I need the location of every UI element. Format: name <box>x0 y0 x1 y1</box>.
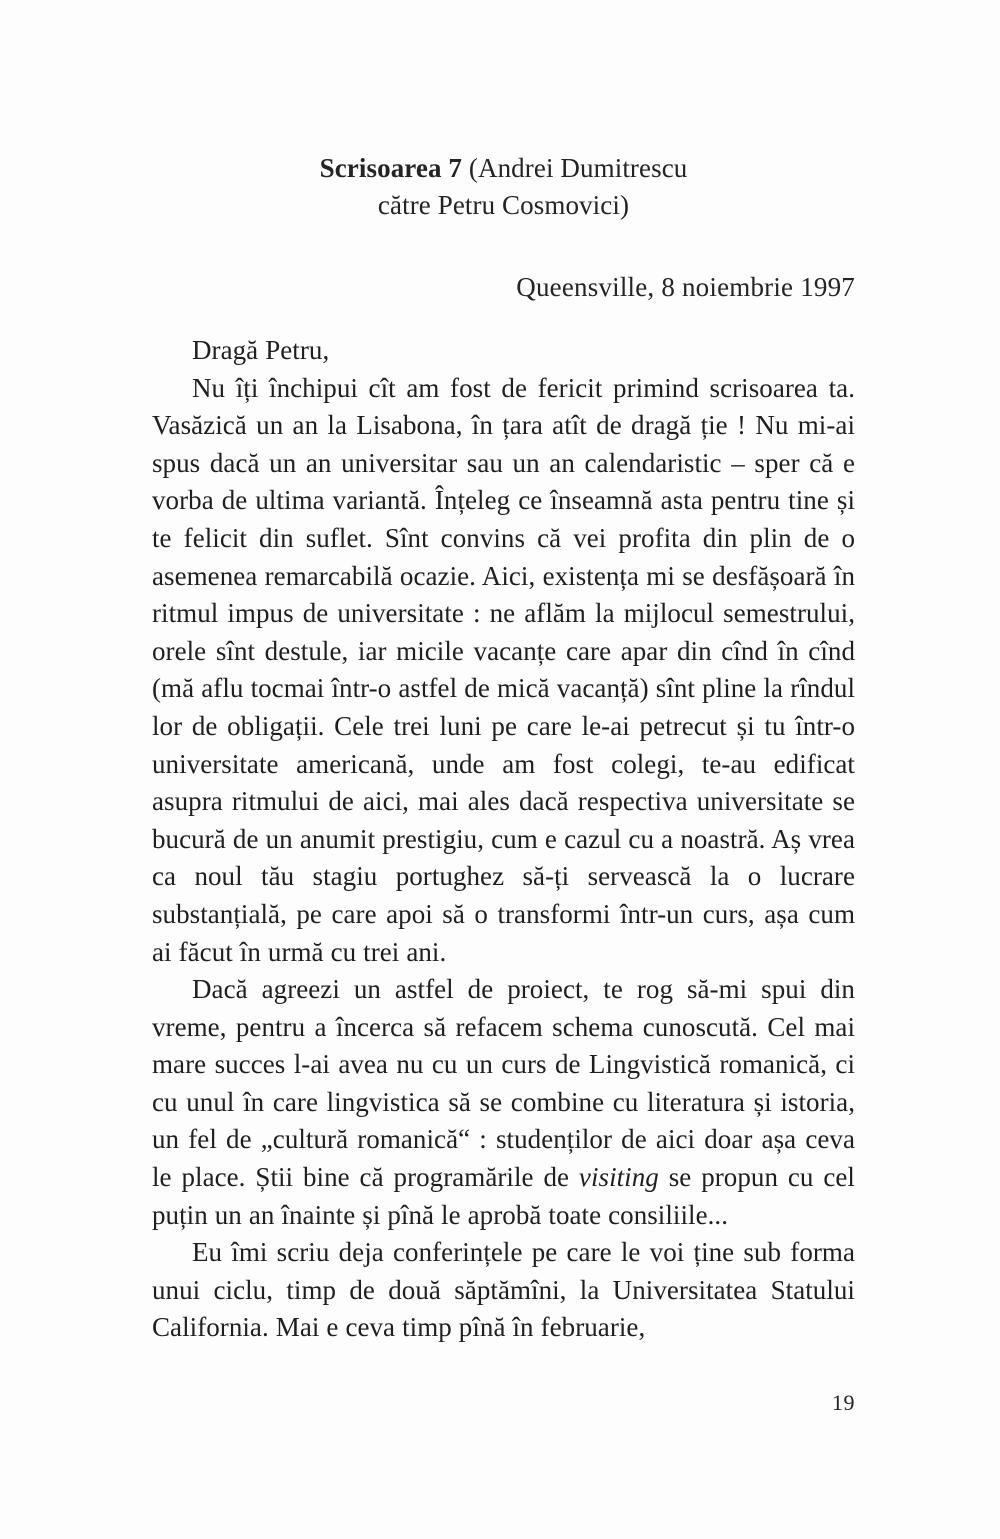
letter-heading <box>152 0 855 224</box>
letter-salutation: Dragă Petru, <box>192 335 330 365</box>
letter-paragraph-2 <box>152 971 855 1234</box>
paragraph-2-text-after-italic: se propun cu cel puțin un an înainte și pînă le aprobă toate consiliile... <box>152 1162 855 1230</box>
letter-sender: (Andrei Dumitrescu <box>462 153 688 183</box>
paragraph-2-text-before-italic: Dacă agreezi un astfel de proiect, te rog să-mi spui din vreme, pentru a încerca să refacem schema cunoscută. Cel mai mare succes l-ai avea nu cu un curs de Lingvistică romanică, ci cu unul în care lingvistica să se combine cu literatura și istoria, un fel de „cultură romanică“ : studenților de aici doar așa ceva le place. Știi bine că programările de <box>152 974 855 1193</box>
letter-heading-line-1 <box>152 150 855 187</box>
letter-title: Scrisoarea 7 <box>319 153 463 183</box>
letter-paragraph-1: Nu îți închipui cît am fost de fericit primind scrisoarea ta. Vasăzică un an la Lisabona, în țara atît de dragă ție ! Nu mi-ai spus dacă un an universitar sau un an calendaristic – sper că e vorba de ultima variantă. Înțeleg ce înseamnă asta pentru tine și te felicit din suflet. Sînt convins că vei profita din plin de o asemenea remarcabilă ocazie. Aici, existența mi se desfășoară în ritmul impus de universitate : ne aflăm la mijlocul semestrului, orele sînt destule, iar micile vacanțe care apar din cînd în cînd (mă aflu tocmai într-o astfel de mică vacanță) sînt pline la rîndul lor de obligații. Cele trei luni pe care le-ai petrecut și tu într-o universitate americană, unde am fost colegi, te-au edificat asupra ritmului de aici, mai ales dacă respectiva universitate se bucură de un anumit prestigiu, cum e cazul cu a noastră. Aș vrea ca noul tău stagiu portughez să-ți servească la o lucrare substanțială, pe care apoi să o transformi într-un curs, așa cum ai făcut în urmă cu trei ani. <box>152 372 855 967</box>
page-number: 19 <box>832 1390 855 1415</box>
page-content-column <box>152 0 855 1347</box>
letter-paragraph-3: Eu îmi scriu deja conferințele pe care le voi ține sub forma unui ciclu, timp de două săptămîni, la Universitatea Statului California. Mai e ceva timp pînă în februarie, <box>152 1237 855 1343</box>
letter-body <box>152 332 855 1347</box>
letter-dateline: Queensville, 8 noiembrie 1997 <box>516 272 855 302</box>
italic-term-visiting: visiting <box>578 1162 659 1193</box>
letter-recipient: către Petru Cosmovici) <box>377 190 630 220</box>
